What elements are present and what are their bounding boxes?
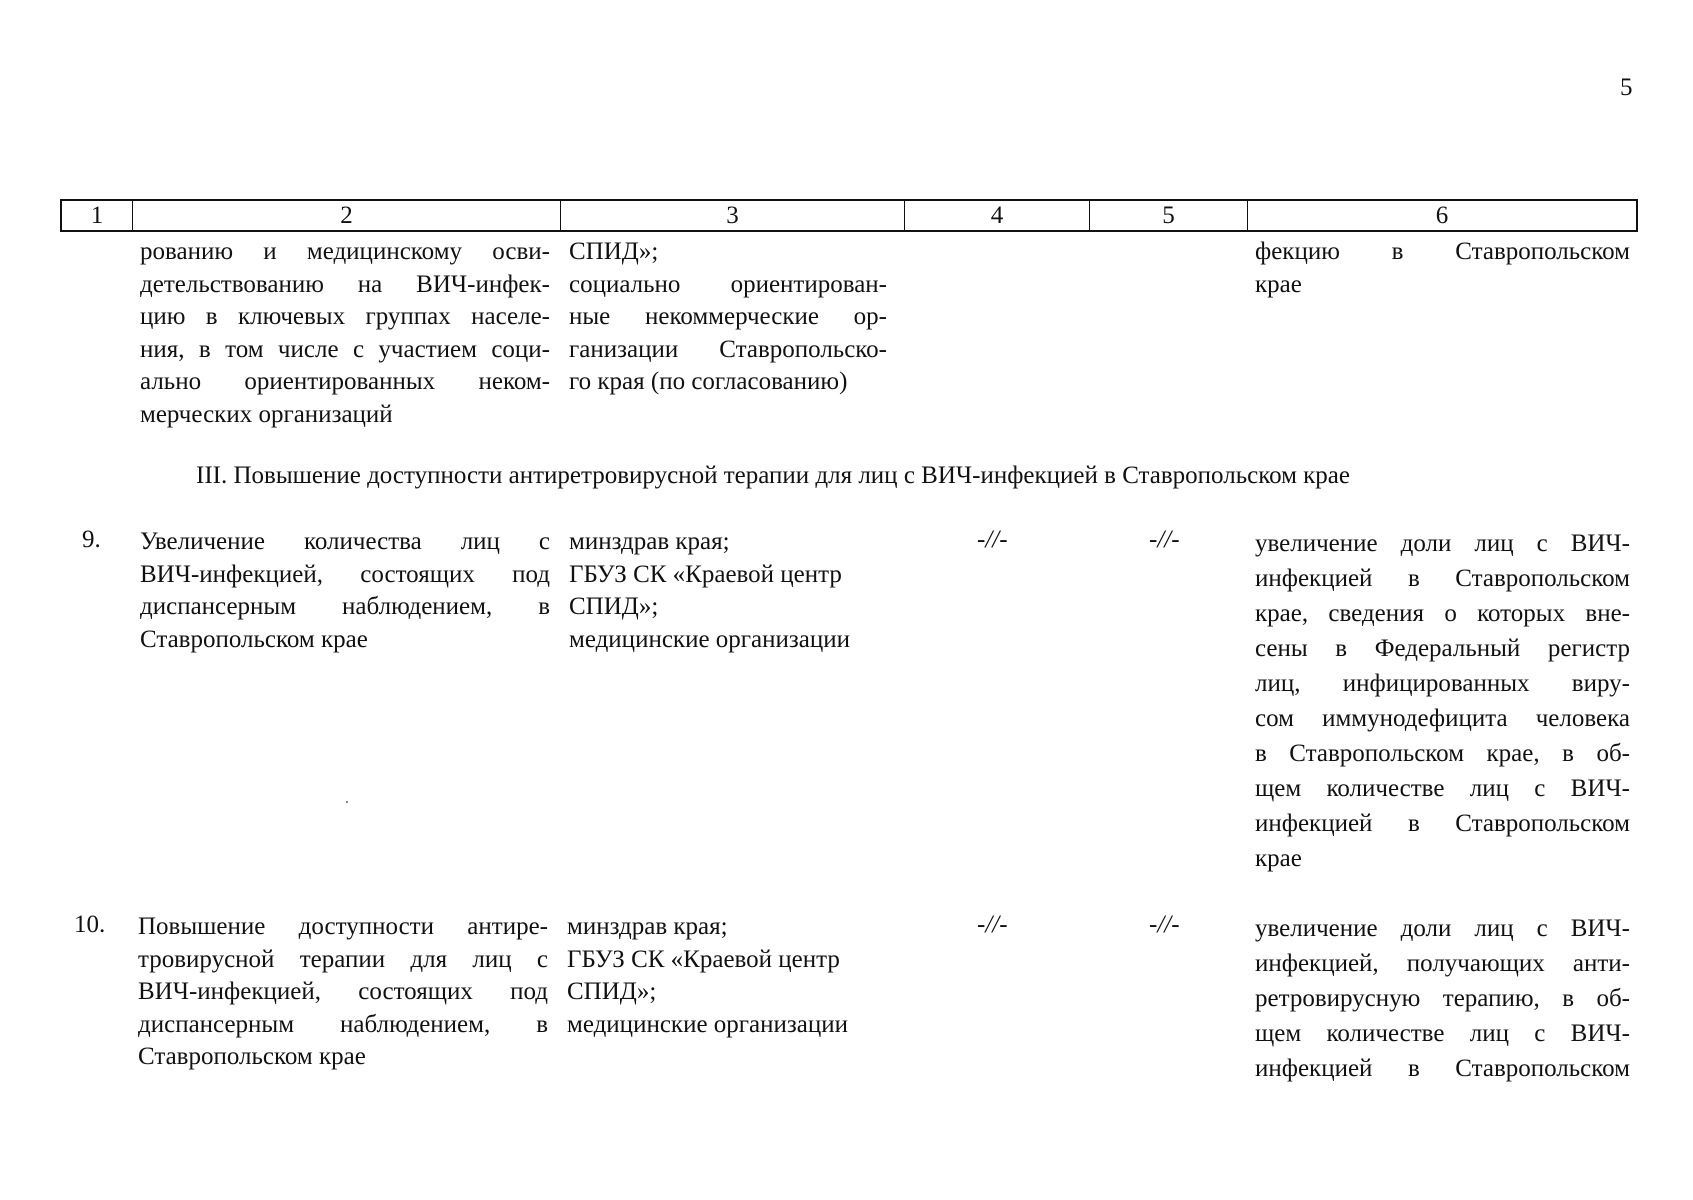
text-line: диспансерным наблюдением, в [140,593,550,620]
text-line: СПИД»; [569,593,659,620]
text-line: СПИД»; [569,238,659,265]
continuation-col2 [140,236,550,431]
header-col-2: 2 [133,201,561,230]
row-9-col3 [569,526,899,656]
row-9-col4: -//- [977,526,1008,553]
section-heading: III. Повышение доступности антиретровирусной терапии для лиц с ВИЧ-инфекцией в Ставропольском крае [196,462,1351,489]
text-line: ГБУЗ СК «Краевой центр [567,945,840,973]
row-10-col6 [1255,911,1630,1086]
text-line: ные некоммерческие ор- [569,303,887,330]
text-line: СПИД»; [567,978,657,1005]
header-col-3: 3 [561,201,905,230]
text-line: инфекцией в Ставропольском [1255,1055,1630,1082]
text-line: Ставропольском крае [140,625,368,653]
text-line: диспансерным наблюдением, в [138,1010,548,1038]
text-line: увеличение доли лиц с ВИЧ- [1255,915,1630,942]
header-col-5: 5 [1090,201,1248,230]
text-line: крае [1255,270,1302,298]
row-9-col5: -//- [1149,526,1180,553]
row-9-col6 [1255,526,1630,876]
scan-speck [346,801,348,803]
text-line: в Ставропольском крае, в об- [1255,740,1630,767]
header-col-1: 1 [62,201,133,230]
text-line: сены в Федеральный регистр [1255,635,1630,662]
text-line: ния, в том числе с участием соци- [140,335,550,363]
text-line: инфекцией, получающих анти- [1255,950,1630,977]
text-line: ВИЧ-инфекцией, состоящих под [140,560,550,588]
text-line: минздрав края; [569,528,730,555]
row-9-col2 [140,526,550,656]
continuation-col3 [569,236,887,399]
text-line: социально ориентирован- [569,270,887,298]
text-line: рованию и медицинскому осви- [140,238,550,265]
text-line: инфекцией в Ставропольском [1255,810,1630,837]
text-line: ально ориентированных неком- [140,368,550,395]
text-line: ретровирусную терапию, в об- [1255,985,1630,1012]
text-line: Ставропольском крае [138,1043,366,1070]
text-line: крае [1255,845,1302,872]
text-line: го края (по согласованию) [569,368,848,395]
row-10-col2 [138,911,548,1074]
text-line: цию в ключевых группах населе- [140,303,550,330]
header-col-4: 4 [905,201,1090,230]
text-line: медицинские организации [569,625,851,653]
text-line: ГБУЗ СК «Краевой центр [569,560,842,588]
text-line: минздрав края; [567,913,728,940]
continuation-col6 [1255,236,1630,301]
text-line: тровирусной терапии для лиц с [138,945,548,973]
text-line: крае, сведения о которых вне- [1255,600,1630,627]
text-line: медицинские организации [567,1010,849,1038]
text-line: увеличение доли лиц с ВИЧ- [1255,530,1630,557]
text-line: детельствованию на ВИЧ-инфек- [140,270,550,298]
text-line: мерческих организаций [140,400,393,428]
header-col-6: 6 [1435,202,1449,229]
row-10-col5: -//- [1149,911,1180,938]
text-line: щем количестве лиц с ВИЧ- [1255,775,1630,802]
row-10-col3 [567,911,897,1041]
row-number: 10. [74,911,106,938]
text-line: Увеличение количества лиц с [140,528,550,555]
text-line: фекцию в Ставропольском [1255,238,1630,265]
text-line: лиц, инфицированных виру- [1255,670,1630,697]
text-line: Повышение доступности антире- [138,913,548,940]
text-line: ВИЧ-инфекцией, состоящих под [138,978,548,1005]
page-number: 5 [1620,74,1633,101]
text-line: ганизации Ставропольско- [569,335,887,363]
row-number: 9. [82,526,101,553]
text-line: инфекцией в Ставропольском [1255,565,1630,592]
text-line: сом иммунодефицита человека [1255,705,1630,732]
table-header-row [60,199,1638,232]
row-10-col4: -//- [977,911,1008,938]
text-line: щем количестве лиц с ВИЧ- [1255,1020,1630,1047]
